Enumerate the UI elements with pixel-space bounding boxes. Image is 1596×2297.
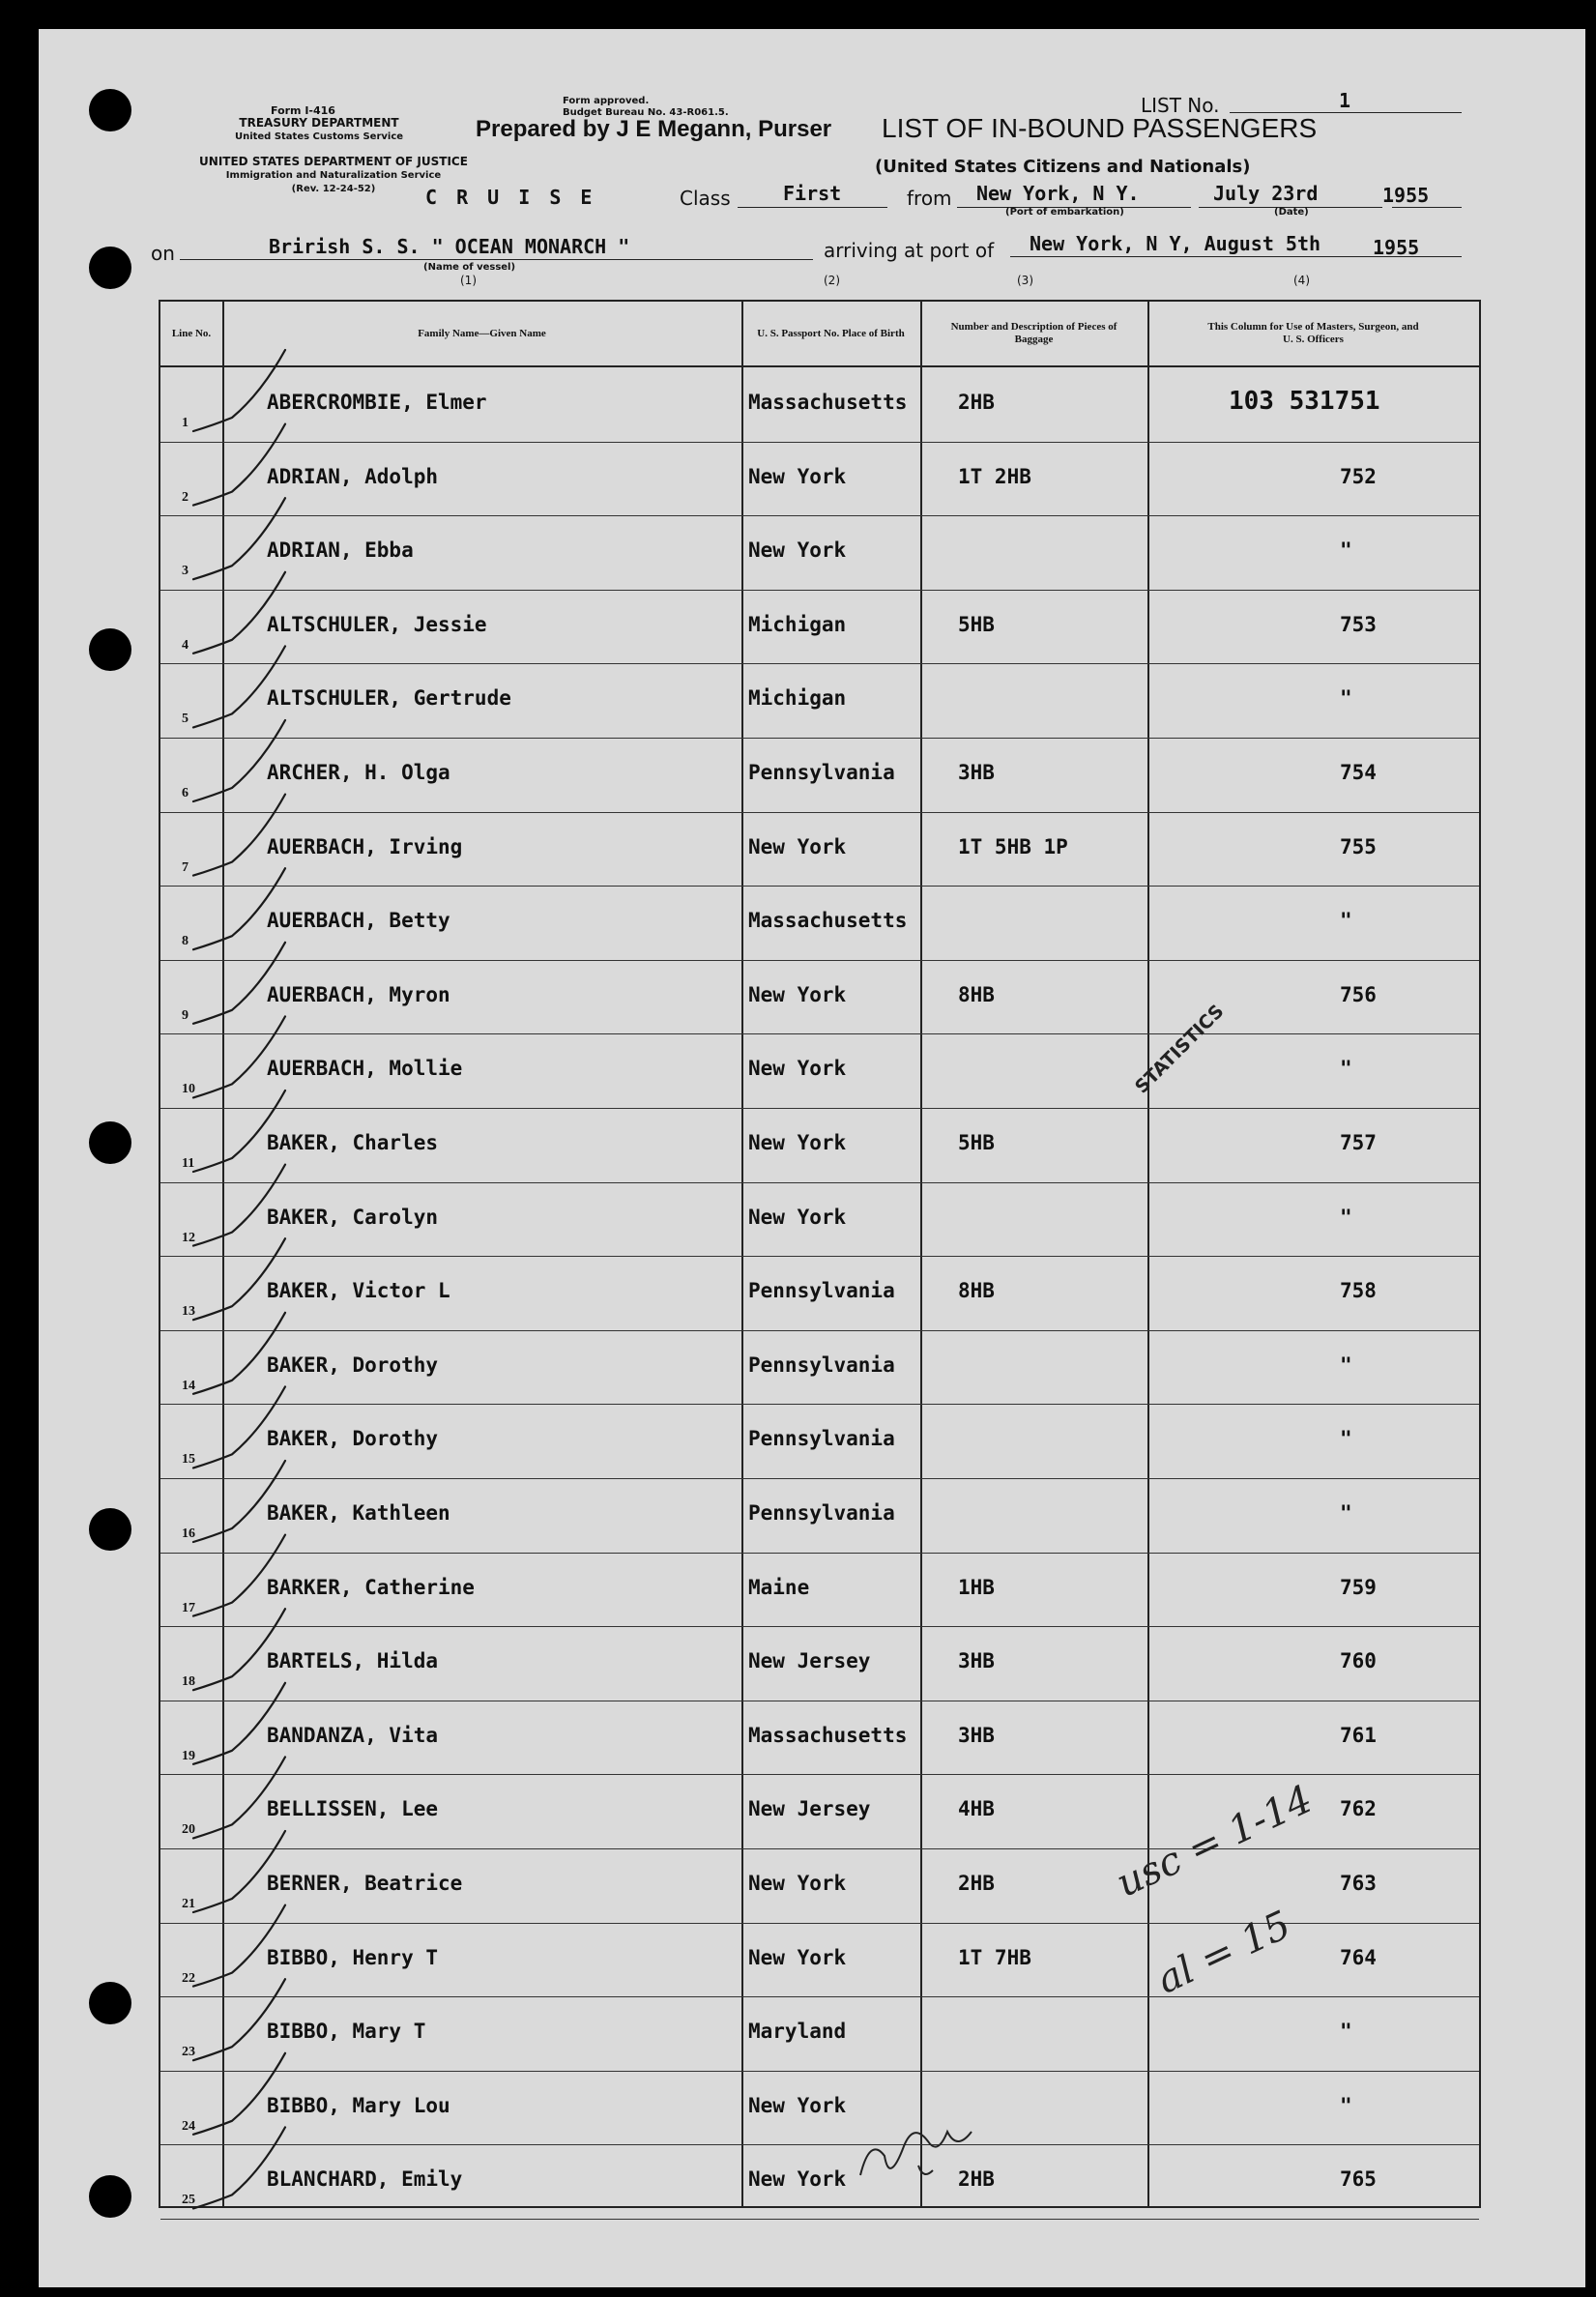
date-caption: (Date) <box>1274 207 1309 218</box>
place-of-birth: New Jersey <box>748 1797 871 1821</box>
checkmark-icon <box>193 1313 285 1394</box>
officer-number: 754 <box>1340 761 1377 784</box>
line-number: 8 <box>182 934 189 949</box>
customs-service: United States Customs Service <box>234 131 404 142</box>
passenger-name: BARKER, Catherine <box>267 1575 475 1599</box>
line-number: 22 <box>182 1970 195 1986</box>
vessel-name: Brirish S. S. " OCEAN MONARCH " <box>269 235 630 258</box>
place-of-birth: Maryland <box>748 2020 847 2044</box>
place-of-birth: Pennsylvania <box>748 1279 895 1303</box>
place-of-birth: Maine <box>748 1575 810 1599</box>
header-officers: This Column for Use of Masters, Surgeon, and U. S. Officers <box>1207 321 1419 345</box>
place-of-birth: New York <box>748 1945 847 1969</box>
officer-number: 761 <box>1340 1723 1377 1747</box>
checkmark-icon <box>193 2053 285 2135</box>
line-number: 9 <box>182 1007 189 1023</box>
line-number: 10 <box>182 1082 195 1097</box>
passenger-name: BIBBO, Henry T <box>267 1945 439 1969</box>
officer-number: 765 <box>1340 2167 1377 2192</box>
place-of-birth: New York <box>748 1057 847 1081</box>
from-label: from <box>907 187 952 210</box>
checkmark-icon <box>193 1016 285 1097</box>
line-number: 24 <box>182 2118 195 2134</box>
checkmark-icon <box>193 424 285 506</box>
place-of-birth: New York <box>748 1205 847 1229</box>
date-value: July 23rd <box>1213 182 1319 205</box>
officer-number: 764 <box>1340 1945 1377 1969</box>
place-of-birth: New York <box>748 2167 847 2192</box>
line-number: 23 <box>182 2045 195 2060</box>
baggage: 3HB <box>958 761 995 784</box>
line-number: 4 <box>182 637 189 653</box>
checkmark-icon <box>193 1461 285 1542</box>
baggage: 3HB <box>958 1649 995 1673</box>
officer-number: 759 <box>1340 1575 1377 1599</box>
place-of-birth: Massachusetts <box>748 909 908 933</box>
form-approved: Form approved. <box>563 96 650 106</box>
checkmark-icon <box>193 646 285 727</box>
revision: (Rev. 12-24-52) <box>291 184 376 194</box>
checkmark-icon <box>193 720 285 801</box>
passenger-name: BELLISSEN, Lee <box>267 1797 439 1821</box>
line-number: 20 <box>182 1822 195 1838</box>
passenger-name: BIBBO, Mary T <box>267 2020 426 2044</box>
handwritten-initials <box>860 2132 972 2175</box>
passenger-name: ALTSCHULER, Jessie <box>267 612 487 636</box>
place-of-birth: New York <box>748 834 847 858</box>
officer-number: " <box>1340 1057 1352 1081</box>
passenger-name: BIBBO, Mary Lou <box>267 2093 450 2117</box>
officer-number: " <box>1340 2020 1352 2044</box>
officer-number: " <box>1340 1427 1352 1451</box>
place-of-birth: New York <box>748 1131 847 1154</box>
checkmark-icon <box>193 1238 285 1320</box>
line-number: 2 <box>182 489 189 505</box>
col-num-1: (1) <box>460 274 477 287</box>
col-num-2: (2) <box>824 274 840 287</box>
place-of-birth: New York <box>748 464 847 488</box>
arriving-label: arriving at port of <box>824 239 995 262</box>
baggage: 2HB <box>958 391 995 414</box>
passenger-name: BERNER, Beatrice <box>267 1872 463 1895</box>
line-number: 16 <box>182 1526 195 1541</box>
arrival-port-date: New York, N Y, August 5th <box>1030 232 1321 255</box>
col-num-4: (4) <box>1293 274 1310 287</box>
passenger-name: ADRIAN, Ebba <box>267 538 414 563</box>
checkmark-icon <box>193 1535 285 1616</box>
place-of-birth: New Jersey <box>748 1649 871 1673</box>
officer-number: " <box>1340 909 1352 933</box>
list-title: LIST OF IN-BOUND PASSENGERS <box>882 113 1318 143</box>
passenger-name: BAKER, Charles <box>267 1131 439 1154</box>
passenger-name: ALTSCHULER, Gertrude <box>267 686 511 711</box>
checkmark-icon <box>193 1757 285 1838</box>
passenger-name: BAKER, Victor L <box>267 1279 450 1303</box>
header-name: Family Name—Given Name <box>418 327 546 339</box>
place-of-birth: Pennsylvania <box>748 1427 895 1451</box>
col-num-3: (3) <box>1017 274 1033 287</box>
checkmark-icon <box>193 795 285 876</box>
place-of-birth: Massachusetts <box>748 391 908 414</box>
line-number: 17 <box>182 1600 195 1615</box>
officer-number: 758 <box>1340 1279 1377 1303</box>
passenger-name: ABERCROMBIE, Elmer <box>267 391 487 414</box>
place-of-birth: Pennsylvania <box>748 1352 895 1377</box>
class-label: Class <box>680 187 731 210</box>
baggage: 8HB <box>958 982 995 1006</box>
passenger-name: AUERBACH, Mollie <box>267 1057 463 1081</box>
form-number: Form I-416 <box>271 104 335 117</box>
handwritten-note-usc: usc = 1-14 <box>1110 1777 1320 1906</box>
treasury-dept: TREASURY DEPARTMENT <box>239 116 399 130</box>
passenger-name: AUERBACH, Irving <box>267 834 463 858</box>
checkmark-icon <box>193 1090 285 1172</box>
officer-number: 760 <box>1340 1649 1377 1673</box>
checkmark-icon <box>193 943 285 1024</box>
baggage: 4HB <box>958 1797 995 1821</box>
line-number: 5 <box>182 712 189 727</box>
line-number: 6 <box>182 786 189 800</box>
place-of-birth: New York <box>748 1872 847 1895</box>
year-1: 1955 <box>1382 184 1430 207</box>
officer-number: 762 <box>1340 1797 1377 1821</box>
checkmark-icon <box>193 2127 285 2208</box>
baggage: 3HB <box>958 1723 995 1747</box>
year-2: 1955 <box>1373 236 1420 259</box>
header-passport: U. S. Passport No. Place of Birth <box>757 327 905 339</box>
baggage: 1HB <box>958 1575 995 1599</box>
officer-number: 757 <box>1340 1131 1377 1154</box>
from-value: New York, N Y. <box>976 182 1140 205</box>
baggage: 8HB <box>958 1279 995 1303</box>
officer-number: " <box>1340 538 1352 563</box>
list-no-label: LIST No. <box>1141 94 1220 117</box>
place-of-birth: Pennsylvania <box>748 761 895 784</box>
budget-bureau: Budget Bureau No. 43-R061.5. <box>563 107 729 118</box>
checkmark-icon <box>193 1165 285 1246</box>
passenger-name: BAKER, Dorothy <box>267 1427 439 1451</box>
officer-number: 756 <box>1340 982 1377 1006</box>
checkmark-icon <box>193 498 285 579</box>
line-number: 1 <box>182 416 189 430</box>
on-label: on <box>151 242 175 265</box>
checkmark-icon <box>193 350 285 431</box>
passenger-name: BARTELS, Hilda <box>267 1649 439 1673</box>
officer-number: 753 <box>1340 612 1377 636</box>
officer-number: " <box>1340 1352 1352 1377</box>
handwritten-note-al: al = 15 <box>1150 1903 1298 2003</box>
officer-number: " <box>1340 2093 1352 2117</box>
list-no-value: 1 <box>1339 89 1351 112</box>
baggage: 1T 2HB <box>958 464 1031 488</box>
baggage: 2HB <box>958 2167 995 2192</box>
checkmark-icon <box>193 1609 285 1690</box>
checkmark-icon <box>193 1683 285 1764</box>
line-number: 13 <box>182 1304 195 1320</box>
cruise-label: C R U I S E <box>425 186 596 209</box>
line-number: 3 <box>182 564 189 579</box>
statistics-stamp: STATISTICS <box>1131 1001 1229 1098</box>
baggage: 1T 7HB <box>958 1945 1031 1969</box>
passenger-name: BAKER, Dorothy <box>267 1352 439 1377</box>
line-number: 18 <box>182 1674 195 1690</box>
line-number: 19 <box>182 1748 195 1763</box>
class-value: First <box>783 182 842 205</box>
header-line-no: Line No. <box>171 327 212 339</box>
officer-number: " <box>1340 1501 1352 1525</box>
baggage: 1T 5HB 1P <box>958 834 1068 858</box>
baggage: 5HB <box>958 1131 995 1154</box>
place-of-birth: New York <box>748 2093 847 2117</box>
list-subtitle: (United States Citizens and Nationals) <box>875 157 1251 177</box>
line-number: 7 <box>182 859 189 875</box>
place-of-birth: Michigan <box>748 612 847 636</box>
line-number: 25 <box>182 2193 195 2208</box>
prepared-by: Prepared by J E Megann, Purser <box>476 116 832 142</box>
place-of-birth: Pennsylvania <box>748 1501 895 1525</box>
officer-number: 755 <box>1340 834 1377 858</box>
passenger-name: BAKER, Kathleen <box>267 1501 450 1525</box>
passenger-name: ARCHER, H. Olga <box>267 761 450 784</box>
checkmark-icon <box>193 1386 285 1468</box>
passenger-name: ADRIAN, Adolph <box>267 464 439 488</box>
line-number: 14 <box>182 1378 195 1393</box>
passenger-name: AUERBACH, Betty <box>267 909 450 933</box>
passenger-name: BAKER, Carolyn <box>267 1205 439 1229</box>
place-of-birth: New York <box>748 538 847 563</box>
line-number: 12 <box>182 1230 195 1245</box>
place-of-birth: Michigan <box>748 686 847 711</box>
place-of-birth: Massachusetts <box>748 1723 908 1747</box>
passenger-name: AUERBACH, Myron <box>267 982 450 1006</box>
passenger-name: BLANCHARD, Emily <box>267 2167 463 2192</box>
passenger-name: BANDANZA, Vita <box>267 1723 439 1747</box>
checkmark-icon <box>193 572 285 654</box>
checkmark-icon <box>193 868 285 949</box>
justice-dept: UNITED STATES DEPARTMENT OF JUSTICE <box>199 155 468 168</box>
baggage: 2HB <box>958 1872 995 1895</box>
ins-service: Immigration and Naturalization Service <box>225 170 442 181</box>
port-caption: (Port of embarkation) <box>1005 207 1124 218</box>
officer-number: " <box>1340 686 1352 711</box>
baggage: 5HB <box>958 612 995 636</box>
checkmark-icon <box>193 1979 285 2060</box>
line-number: 15 <box>182 1452 195 1468</box>
checkmark-icon <box>193 1831 285 1912</box>
officer-number: 103 531751 <box>1229 387 1380 416</box>
line-number: 21 <box>182 1897 195 1911</box>
place-of-birth: New York <box>748 982 847 1006</box>
checkmark-icon <box>193 1905 285 1987</box>
officer-number: 763 <box>1340 1872 1377 1895</box>
vessel-caption: (Name of vessel) <box>423 262 516 273</box>
line-number: 11 <box>182 1156 195 1171</box>
officer-number: 752 <box>1340 464 1377 488</box>
header-baggage: Number and Description of Pieces of Baggage <box>950 321 1117 345</box>
officer-number: " <box>1340 1205 1352 1229</box>
